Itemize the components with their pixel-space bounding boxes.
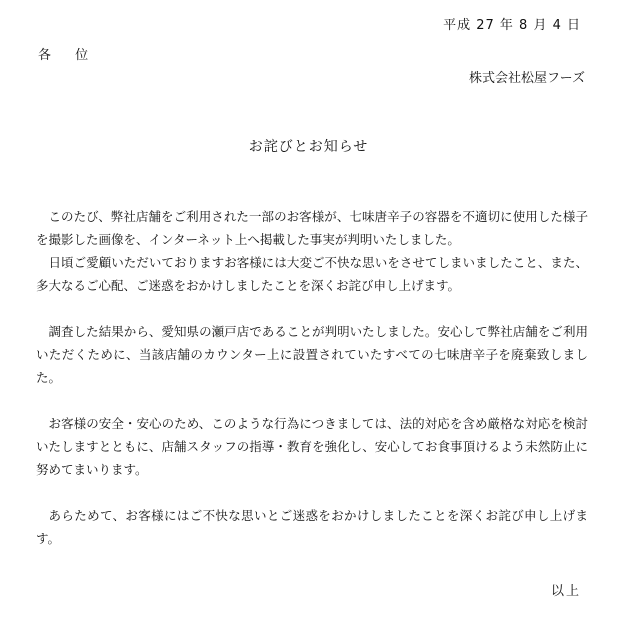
recipient-line: 各 位 bbox=[38, 48, 99, 63]
paragraph-apology: 日頃ご愛顧いただいておりますお客様には大変ご不快な思いをさせてしまいましたこと、また、多大なるご心配、ご迷惑をおかけしましたことを深くお詫び申し上げます。 bbox=[36, 255, 588, 293]
paragraph-intro: このたび、弊社店舗をご利用された一部のお客様が、七味唐辛子の容器を不適切に使用した様子を撮影した画像を、インターネット上へ掲載した事実が判明いたしました。 bbox=[36, 209, 588, 247]
closing-mark: 以上 bbox=[550, 584, 581, 599]
paragraph-measures: お客様の安全・安心のため、このような行為につきましては、法的対応を含め厳格な対応を検討いたしますとともに、店舗スタッフの指導・教育を強化し、安心してお食事頂けるよう未然防止に努めてまいります。 bbox=[36, 416, 588, 477]
document-body bbox=[36, 205, 588, 550]
paragraph-investigation: 調査した結果から、愛知県の瀬戸店であることが判明いたしました。安心して弊社店舗をご利用いただくために、当該店舗のカウンター上に設置されていたすべての七味唐辛子を廃棄致しました。 bbox=[36, 324, 588, 385]
document-title: お詫びとお知らせ bbox=[248, 139, 369, 155]
document-date: 平成 27 年 8 月 4 日 bbox=[443, 18, 581, 33]
paragraph-closing-apology: あらためて、お客様にはご不快な思いとご迷惑をおかけしましたことを深くお詫び申し上げます。 bbox=[36, 508, 588, 546]
sender-company: 株式会社松屋フーズ bbox=[469, 71, 585, 86]
